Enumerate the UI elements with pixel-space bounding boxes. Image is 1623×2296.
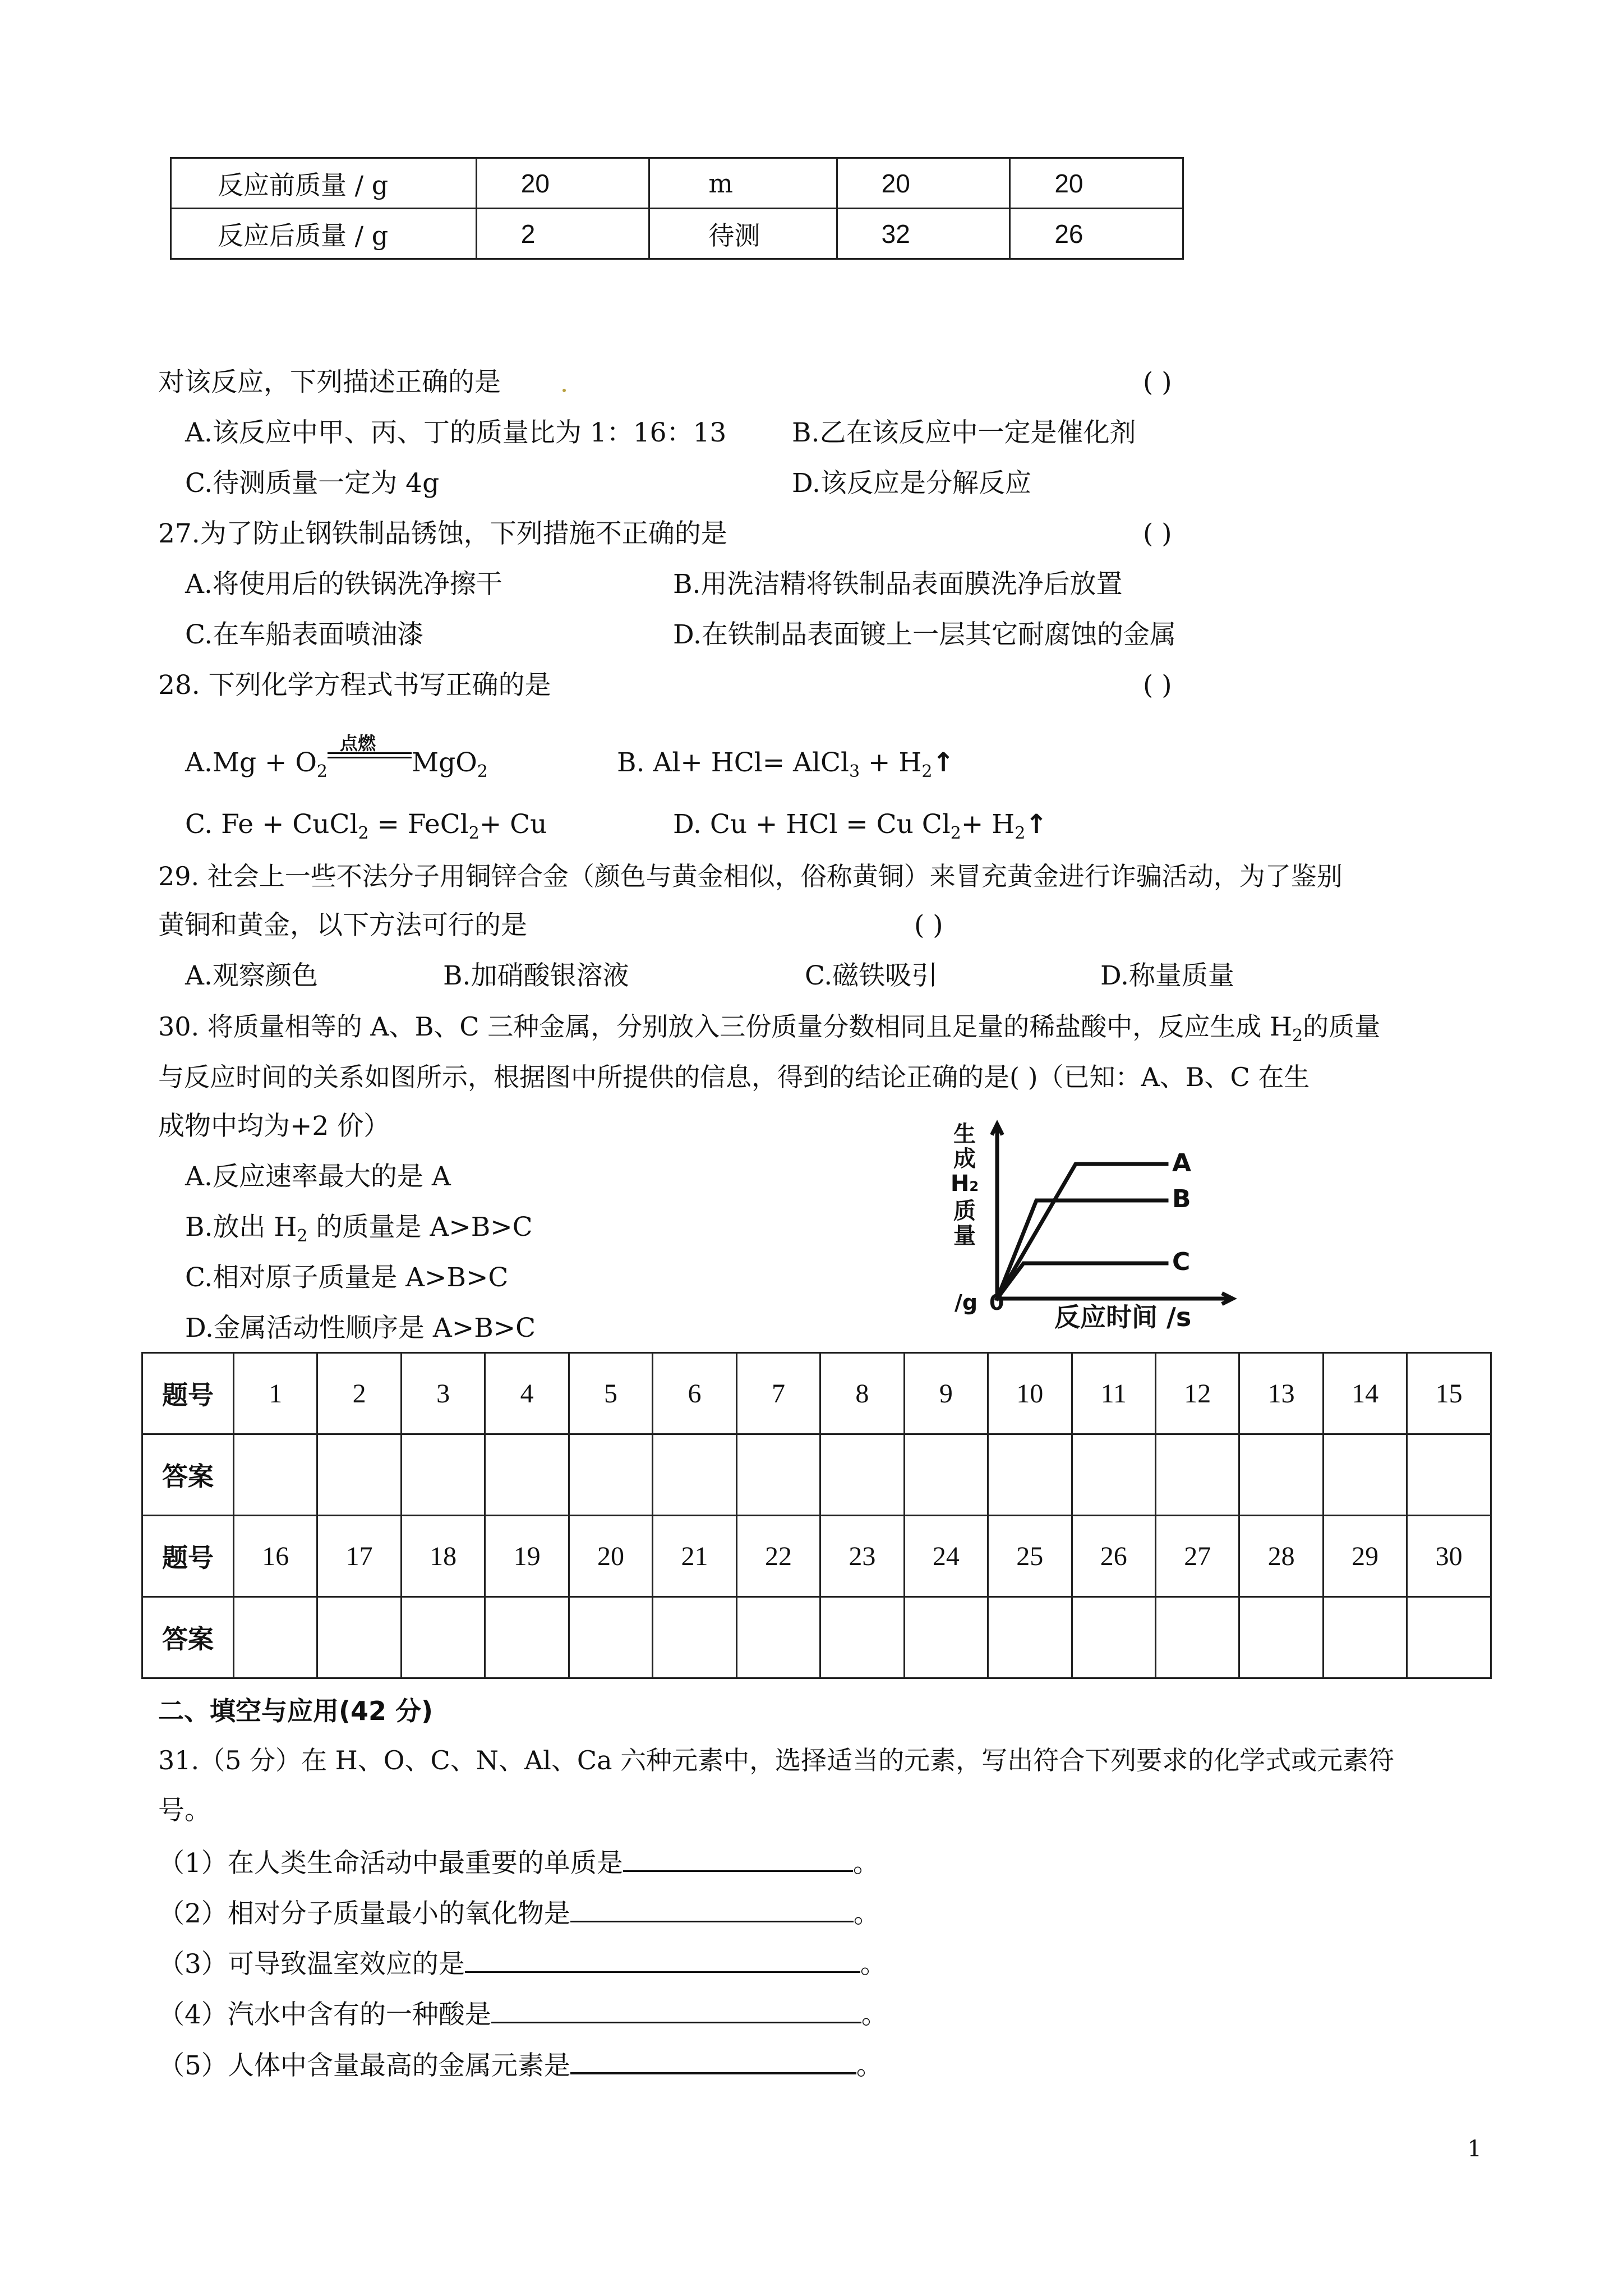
equals-bar xyxy=(328,752,412,758)
q30-option-b xyxy=(185,1211,533,1253)
answer-cell[interactable] xyxy=(653,1597,736,1678)
question-number: 2 xyxy=(317,1353,401,1434)
question-number: 14 xyxy=(1323,1353,1407,1434)
ink-speck xyxy=(562,389,566,392)
cell: 待测 xyxy=(649,209,837,259)
curve-a-label: A xyxy=(1172,1149,1192,1177)
cell: 20 xyxy=(1010,158,1183,209)
answer-blank[interactable] xyxy=(570,1895,854,1922)
question-number: 6 xyxy=(653,1353,736,1434)
answer-blank[interactable] xyxy=(623,1844,853,1872)
answer-cell[interactable] xyxy=(569,1434,652,1516)
subscript: 2 xyxy=(358,823,369,843)
row-label: 反应前质量 / g xyxy=(171,158,477,209)
ylabel-h: H xyxy=(950,1171,970,1197)
answer-cell[interactable] xyxy=(234,1597,317,1678)
period: 。 xyxy=(853,1898,880,1929)
q31-stem-line1: 31.（5 分）在 H、O、C、N、Al、Ca 六种元素中，选择适当的元素，写出符合下列要求的化学式或元素符 xyxy=(158,1745,1395,1775)
table-row xyxy=(171,209,1183,259)
table-row xyxy=(171,158,1183,209)
subscript: 3 xyxy=(849,762,860,781)
subscript: 2 xyxy=(921,762,933,781)
question-number: 5 xyxy=(569,1353,652,1434)
answer-cell[interactable] xyxy=(401,1597,485,1678)
gas-arrow-icon: ↑ xyxy=(1025,809,1048,840)
page-number: 1 xyxy=(1467,2136,1482,2162)
q28-paren: ( ) xyxy=(1143,670,1172,701)
q28-stem: 28. 下列化学方程式书写正确的是 xyxy=(158,670,551,701)
q27-stem: 27.为了防止钢铁制品锈蚀，下列措施不正确的是 xyxy=(158,518,727,549)
grid-row-answers-2 xyxy=(142,1597,1491,1678)
stem-text: 30. 将质量相等的 A、B、C 三种金属，分别放入三份质量分数相同且足量的稀盐酸中，反应生成 H xyxy=(158,1011,1292,1042)
answer-cell[interactable] xyxy=(1072,1434,1155,1516)
q29-paren: ( ) xyxy=(914,910,943,941)
graph-origin: 0 xyxy=(989,1290,1004,1315)
question-number: 30 xyxy=(1407,1516,1491,1597)
q31-item-5 xyxy=(158,2046,883,2083)
equation-text: A.Mg + O xyxy=(185,747,317,778)
item-text: （3）可导致温室效应的是 xyxy=(158,1949,465,1980)
answer-cell[interactable] xyxy=(1323,1434,1407,1516)
answer-cell[interactable] xyxy=(1155,1434,1239,1516)
q28-option-d xyxy=(673,808,1048,850)
question-number: 16 xyxy=(234,1516,317,1597)
question-number: 21 xyxy=(653,1516,736,1597)
answer-cell[interactable] xyxy=(485,1434,569,1516)
grid-answer-label: 答案 xyxy=(142,1434,234,1516)
graph-xlabel: 反应时间 /s xyxy=(1054,1302,1192,1332)
q27-option-a: A.将使用后的铁锅洗净擦干 xyxy=(185,569,502,600)
question-number: 9 xyxy=(904,1353,988,1434)
q27-paren: ( ) xyxy=(1143,518,1172,549)
answer-cell[interactable] xyxy=(317,1434,401,1516)
answer-blank[interactable] xyxy=(491,1996,861,2023)
q26-paren: ( ) xyxy=(1143,367,1172,398)
subscript: 2 xyxy=(1015,823,1026,843)
answer-grid xyxy=(141,1352,1492,1679)
q30-stem-line2: 与反应时间的关系如图所示，根据图中所提供的信息，得到的结论正确的是( )（已知：A、B、C 在生 xyxy=(158,1062,1310,1092)
graph-yunit: /g xyxy=(955,1290,978,1315)
stem-text: 的质量 xyxy=(1303,1011,1381,1042)
question-number: 3 xyxy=(401,1353,485,1434)
q30-stem-line1 xyxy=(158,1010,1380,1053)
question-number: 11 xyxy=(1072,1353,1155,1434)
question-number: 26 xyxy=(1072,1516,1155,1597)
condition-label: 点燃 xyxy=(339,733,376,754)
ylabel-char: 质 xyxy=(953,1198,976,1224)
subscript: 2 xyxy=(477,762,488,781)
question-number: 7 xyxy=(736,1353,820,1434)
q26-option-a: A.该反应中甲、丙、丁的质量比为 1：16：13 xyxy=(185,417,727,448)
answer-cell[interactable] xyxy=(1239,1434,1323,1516)
answer-cell[interactable] xyxy=(1155,1597,1239,1678)
q30-option-d: D.金属活动性顺序是 A>B>C xyxy=(185,1313,536,1343)
equation-text: + Cu xyxy=(479,809,547,840)
question-number: 29 xyxy=(1323,1516,1407,1597)
question-number: 24 xyxy=(904,1516,988,1597)
question-number: 22 xyxy=(736,1516,820,1597)
grid-answer-label: 答案 xyxy=(142,1597,234,1678)
answer-cell[interactable] xyxy=(1239,1597,1323,1678)
grid-row-numbers-1 xyxy=(142,1353,1491,1434)
answer-cell[interactable] xyxy=(569,1597,652,1678)
subscript: 2 xyxy=(316,762,328,781)
item-text: （1）在人类生命活动中最重要的单质是 xyxy=(158,1848,623,1879)
q31-item-2 xyxy=(158,1895,880,1931)
cell: 2 xyxy=(476,209,649,259)
grid-row-numbers-2 xyxy=(142,1516,1491,1597)
q29-option-b: B.加硝酸银溶液 xyxy=(443,960,629,991)
h2-mass-graph xyxy=(948,1116,1239,1332)
answer-cell[interactable] xyxy=(736,1434,820,1516)
q30-option-a: A.反应速率最大的是 A xyxy=(185,1161,451,1192)
q31-item-3 xyxy=(158,1945,887,1981)
q29-option-a: A.观察颜色 xyxy=(185,960,318,991)
period: 。 xyxy=(860,1949,887,1980)
row-label: 反应后质量 / g xyxy=(171,209,477,259)
cell: 20 xyxy=(476,158,649,209)
grid-row-answers-1 xyxy=(142,1434,1491,1516)
item-text: （5）人体中含量最高的金属元素是 xyxy=(158,2050,570,2081)
question-number: 10 xyxy=(988,1353,1072,1434)
answer-cell[interactable] xyxy=(401,1434,485,1516)
answer-cell[interactable] xyxy=(820,1434,904,1516)
equation-text: + H xyxy=(961,809,1015,840)
grid-header-label: 题号 xyxy=(142,1516,234,1597)
cell: 20 xyxy=(837,158,1010,209)
equation-text: B. Al+ HCl= AlCl xyxy=(617,747,849,778)
question-number: 1 xyxy=(234,1353,317,1434)
period: 。 xyxy=(856,2050,883,2081)
q29-stem-line2: 黄铜和黄金，以下方法可行的是 xyxy=(158,910,527,941)
option-text: 的质量是 A>B>C xyxy=(307,1212,533,1243)
reaction-condition xyxy=(328,733,412,771)
q29-stem-line1: 29. 社会上一些不法分子用铜锌合金（颜色与黄金相似，俗称黄铜）来冒充黄金进行诈骗活动，为了鉴别 xyxy=(158,861,1343,891)
answer-cell[interactable] xyxy=(1072,1597,1155,1678)
answer-cell[interactable] xyxy=(904,1434,988,1516)
question-number: 18 xyxy=(401,1516,485,1597)
q26-option-c: C.待测质量一定为 4g xyxy=(185,468,440,499)
ylabel-char: 成 xyxy=(953,1146,976,1172)
question-number: 28 xyxy=(1239,1516,1323,1597)
question-number: 23 xyxy=(820,1516,904,1597)
answer-cell[interactable] xyxy=(988,1434,1072,1516)
answer-cell[interactable] xyxy=(234,1434,317,1516)
cell: 32 xyxy=(837,209,1010,259)
cell: 26 xyxy=(1010,209,1183,259)
subscript: 2 xyxy=(468,823,479,843)
q30-option-c: C.相对原子质量是 A>B>C xyxy=(185,1262,509,1293)
question-number: 12 xyxy=(1155,1353,1239,1434)
period: 。 xyxy=(852,1848,879,1879)
answer-cell[interactable] xyxy=(1323,1597,1407,1678)
option-text: B.放出 H xyxy=(185,1212,297,1243)
q26-stem: 对该反应，下列描述正确的是 xyxy=(158,367,501,398)
answer-cell[interactable] xyxy=(736,1597,820,1678)
gas-arrow-icon: ↑ xyxy=(932,747,955,778)
q30-stem-line3: 成物中均为+2 价） xyxy=(158,1111,390,1142)
cell: m xyxy=(649,158,837,209)
question-number: 15 xyxy=(1407,1353,1491,1434)
item-text: （4）汽水中含有的一种酸是 xyxy=(158,1999,491,2030)
ylabel-char: 量 xyxy=(953,1223,976,1249)
question-number: 17 xyxy=(317,1516,401,1597)
answer-cell[interactable] xyxy=(1407,1434,1491,1516)
answer-blank[interactable] xyxy=(465,1945,860,1973)
q29-option-d: D.称量质量 xyxy=(1100,960,1234,991)
mass-table xyxy=(170,157,1184,260)
question-number: 8 xyxy=(820,1353,904,1434)
q31-stem-line2: 号。 xyxy=(158,1795,211,1826)
ylabel-char xyxy=(948,1171,981,1199)
answer-cell[interactable] xyxy=(1407,1597,1491,1678)
answer-cell[interactable] xyxy=(820,1597,904,1678)
answer-cell[interactable] xyxy=(317,1597,401,1678)
equation-text: = FeCl xyxy=(368,809,469,840)
section-title: 二、填空与应用(42 分) xyxy=(158,1696,434,1726)
curve-b-label: B xyxy=(1172,1185,1191,1213)
question-number: 25 xyxy=(988,1516,1072,1597)
ylabel-char: 生 xyxy=(953,1121,976,1147)
q29-option-c: C.磁铁吸引 xyxy=(805,960,938,991)
subscript: 2 xyxy=(297,1226,308,1246)
answer-cell[interactable] xyxy=(485,1597,569,1678)
question-number: 4 xyxy=(485,1353,569,1434)
equation-text: + H xyxy=(860,747,922,778)
equation-text: D. Cu + HCl = Cu Cl xyxy=(673,809,951,840)
answer-cell[interactable] xyxy=(653,1434,736,1516)
answer-cell[interactable] xyxy=(904,1597,988,1678)
q28-option-b xyxy=(617,746,955,789)
question-number: 19 xyxy=(485,1516,569,1597)
q26-option-b: B.乙在该反应中一定是催化剂 xyxy=(792,417,1136,448)
question-number: 27 xyxy=(1155,1516,1239,1597)
q31-item-1 xyxy=(158,1844,879,1880)
equation-text: MgO xyxy=(411,747,477,778)
q28-option-a xyxy=(185,733,488,789)
curve-c xyxy=(997,1263,1166,1299)
q26-option-d: D.该反应是分解反应 xyxy=(792,468,1031,499)
q27-option-c: C.在车船表面喷油漆 xyxy=(185,619,424,650)
q31-item-4 xyxy=(158,1996,888,2032)
answer-cell[interactable] xyxy=(988,1597,1072,1678)
question-number: 20 xyxy=(569,1516,652,1597)
ylabel-sub: 2 xyxy=(969,1179,979,1194)
q28-option-c xyxy=(185,808,547,850)
item-text: （2）相对分子质量最小的氧化物是 xyxy=(158,1898,570,1929)
q27-option-b: B.用洗洁精将铁制品表面膜洗净后放置 xyxy=(673,569,1123,600)
curve-c-label: C xyxy=(1172,1248,1191,1276)
equation-text: C. Fe + CuCl xyxy=(185,809,358,840)
curve-b xyxy=(997,1200,1166,1299)
period: 。 xyxy=(861,1999,888,2030)
grid-header-label: 题号 xyxy=(142,1353,234,1434)
graph-ylabel xyxy=(948,1122,981,1248)
subscript: 2 xyxy=(950,823,961,843)
question-number: 13 xyxy=(1239,1353,1323,1434)
subscript: 2 xyxy=(1292,1026,1303,1046)
answer-blank[interactable] xyxy=(570,2046,856,2074)
q27-option-d: D.在铁制品表面镀上一层其它耐腐蚀的金属 xyxy=(673,619,1176,650)
